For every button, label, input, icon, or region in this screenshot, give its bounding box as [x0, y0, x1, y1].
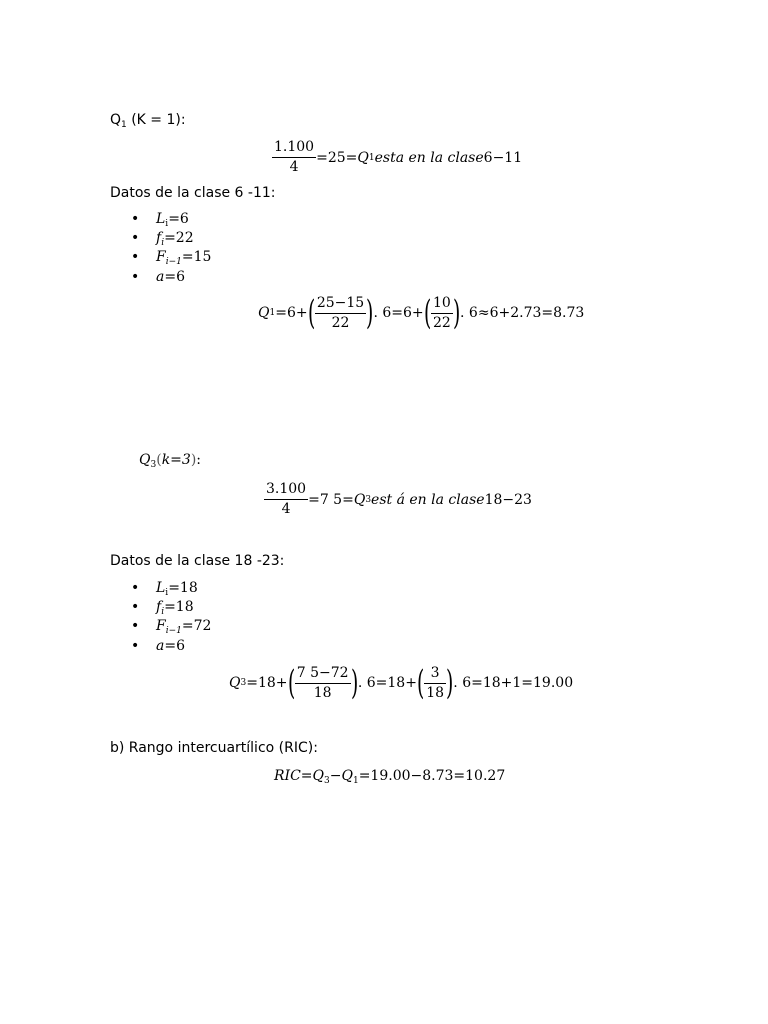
q3-position-equation: $\frac{3.100}{4}$ =7 5= Q 3 est á en la clase 18−23 — [266, 481, 532, 517]
bullet-marker: • — [131, 638, 140, 654]
q3-formula: Q 3 =18+ ( $\frac{7 5-72}{18}$ ) . 6=18+ ( $\frac{3}{18}$ ) . 6=18+1=19.00 — [229, 663, 574, 703]
list-item: a=6 — [156, 269, 185, 285]
list-item: $f_i=18$ — [156, 599, 194, 617]
list-item: $L_i=6$ — [156, 211, 189, 229]
ric-formula: $RIC=Q_3-Q_1=19.00-8.73=10.27$ — [274, 768, 506, 786]
list-item: $f_i=22$ — [156, 230, 194, 248]
bullet-marker: • — [131, 599, 140, 615]
q1-position-equation: $\frac{1.100}{4}$ =25= Q 1 esta en la clase 6−11 — [274, 139, 523, 175]
q1-formula: Q 1 =6+ ( $\frac{25-15}{22}$ ) . 6=6+ ( $\frac{10}{22}$ ) . 6≈6+2.73=8.73 — [258, 293, 585, 333]
bullet-marker: • — [131, 269, 140, 285]
list-item: a=6 — [156, 638, 185, 654]
bullet-marker: • — [131, 230, 140, 246]
list-item: $F_{i-1}=72$ — [156, 618, 212, 636]
list-item: $L_i=18$ — [156, 580, 198, 598]
q1-class-title: Datos de la clase 6 -11: — [110, 185, 276, 201]
q3-heading: $Q_3(k=3)$: — [139, 452, 201, 470]
bullet-marker: • — [131, 580, 140, 596]
list-item: $F_{i-1}=15$ — [156, 249, 212, 267]
bullet-marker: • — [131, 211, 140, 227]
bullet-marker: • — [131, 618, 140, 634]
ric-title: b) Rango intercuartílico (RIC): — [110, 740, 318, 756]
q3-class-title: Datos de la clase 18 -23: — [110, 553, 285, 569]
q1-heading: $Q_1$ (K = 1): — [110, 112, 186, 130]
bullet-marker: • — [131, 249, 140, 265]
